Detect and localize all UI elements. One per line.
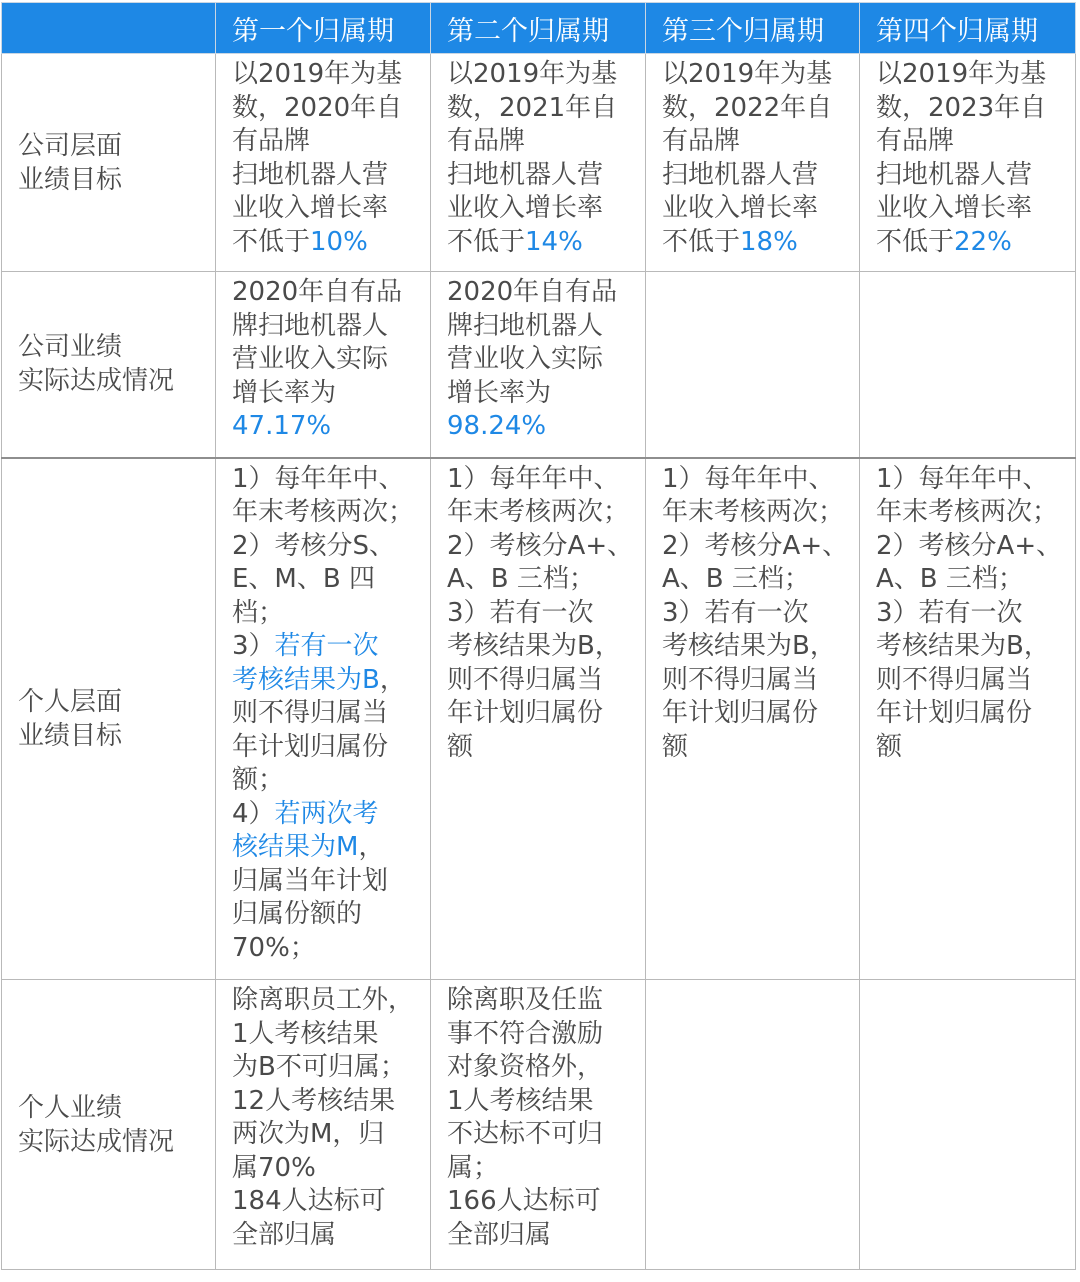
cell-text: A、B 三档；: [876, 564, 1024, 594]
cell-line: [662, 664, 853, 698]
cell-line: [876, 597, 1069, 631]
row-header-line: 业绩目标: [18, 720, 123, 751]
cell-text: 档；: [232, 597, 285, 628]
cell-text: 2020年自有品: [447, 277, 618, 307]
cell-line: [662, 192, 853, 226]
table-cell: [216, 54, 431, 272]
cell-text: 不低于: [662, 226, 741, 257]
cell-line: [447, 377, 639, 411]
highlight-text: 若两次考: [274, 798, 379, 829]
cell-text: 则不得归属当: [447, 664, 604, 695]
cell-line: [232, 92, 424, 126]
cell-text: 额: [447, 731, 474, 762]
cell-text: 有品牌: [662, 126, 741, 156]
cell-line: [662, 92, 853, 126]
cell-line: [662, 463, 853, 497]
cell-text: 1）每年年中、: [232, 463, 405, 494]
cell-text: 2）考核分A+、: [662, 530, 849, 561]
cell-text: 4）: [232, 798, 275, 829]
cell-line: [232, 530, 424, 564]
cell-line: [876, 92, 1069, 126]
cell-line: [447, 343, 639, 377]
cell-line: [447, 276, 639, 310]
cell-line: [232, 697, 424, 731]
cell-text: 增长率为: [232, 377, 337, 408]
cell-text: 全部归属: [447, 1219, 552, 1250]
cell-line: [447, 496, 639, 530]
cell-text: 扫地机器人营: [662, 159, 819, 190]
row-header-line: 公司层面: [18, 130, 123, 161]
cell-text: 有品牌: [876, 126, 955, 156]
cell-line: [876, 630, 1069, 664]
cell-text: 以2019年为基: [447, 59, 618, 89]
cell-line: [662, 496, 853, 530]
header-corner: [2, 3, 216, 54]
cell-line: [876, 226, 1069, 260]
cell-line: [447, 226, 639, 260]
header-period-3: 第三个归属期: [646, 3, 860, 54]
cell-text: 归属当年计划: [232, 865, 389, 896]
cell-text: 有品牌: [232, 126, 311, 156]
cell-line: [232, 1118, 424, 1152]
cell-line: [447, 984, 639, 1018]
table-cell: [431, 272, 646, 458]
cell-text: 不低于: [447, 226, 526, 257]
cell-line: [232, 984, 424, 1018]
cell-text: 业收入增长率: [232, 193, 389, 223]
cell-text: 不低于: [876, 226, 955, 257]
cell-line: [447, 1219, 639, 1253]
cell-line: [232, 1051, 424, 1085]
cell-line: [876, 125, 1069, 159]
cell-text: E、M、B 四: [232, 564, 375, 594]
highlight-text: 18%: [740, 226, 798, 257]
cell-line: [662, 159, 853, 193]
cell-line: [662, 58, 853, 92]
table-cell: [646, 272, 860, 458]
cell-text: 3）若有一次: [447, 597, 594, 628]
cell-text: A、B 三档；: [662, 564, 810, 594]
cell-line: [232, 1219, 424, 1253]
cell-text: 业收入增长率: [447, 193, 604, 223]
company-target-row: [2, 54, 1076, 272]
cell-line: [232, 1085, 424, 1119]
cell-text: 数，2022年自: [662, 92, 833, 123]
cell-text: 1）每年年中、: [876, 463, 1049, 494]
cell-line: [447, 1085, 639, 1119]
cell-line: [447, 697, 639, 731]
table-cell: [646, 458, 860, 980]
cell-line: [232, 563, 424, 597]
cell-line: [876, 463, 1069, 497]
table-cell: [431, 54, 646, 272]
cell-line: [447, 125, 639, 159]
cell-line: [447, 597, 639, 631]
cell-line: [447, 192, 639, 226]
cell-line: [447, 58, 639, 92]
highlight-text: 98.24%: [447, 411, 547, 441]
cell-text: 事不符合激励: [447, 1018, 604, 1049]
cell-text: 考核结果为B，: [876, 631, 1050, 661]
cell-line: [232, 125, 424, 159]
cell-text: 业收入增长率: [662, 193, 819, 223]
cell-text: 12人考核结果: [232, 1085, 396, 1116]
table-cell: [216, 272, 431, 458]
cell-line: [876, 496, 1069, 530]
cell-text: 则不得归属当: [876, 664, 1033, 695]
table-cell: [431, 458, 646, 980]
cell-line: [876, 563, 1069, 597]
cell-text: 额: [876, 731, 903, 762]
cell-line: [447, 1118, 639, 1152]
cell-text: 1）每年年中、: [447, 463, 620, 494]
table-cell: [860, 458, 1076, 980]
cell-text: 年末考核两次；: [662, 497, 845, 527]
cell-text: 额: [662, 731, 689, 762]
highlight-text: 核结果为M: [232, 832, 359, 862]
cell-text: 数，2021年自: [447, 92, 618, 123]
header-period-1: 第一个归属期: [216, 3, 431, 54]
highlight-text: 10%: [310, 226, 368, 257]
cell-line: [447, 410, 639, 444]
cell-line: [232, 226, 424, 260]
row-header-line: 实际达成情况: [18, 1126, 175, 1157]
cell-line: [876, 731, 1069, 765]
cell-text: 营业收入实际: [232, 344, 389, 374]
cell-line: [662, 530, 853, 564]
cell-text: 以2019年为基: [662, 59, 833, 89]
personal-target-row: [2, 458, 1076, 980]
cell-text: 2020年自有品: [232, 277, 403, 307]
row-header-line: 个人层面: [18, 686, 123, 717]
cell-line: [232, 731, 424, 765]
row-header: [2, 54, 216, 272]
cell-text: 除离职及任监: [447, 985, 604, 1015]
cell-line: [232, 192, 424, 226]
cell-text: 3）若有一次: [662, 597, 809, 628]
cell-line: [232, 410, 424, 444]
cell-line: [447, 731, 639, 765]
cell-line: [662, 731, 853, 765]
cell-line: [232, 159, 424, 193]
cell-text: 年末考核两次；: [876, 497, 1059, 527]
cell-line: [447, 159, 639, 193]
header-row: [2, 3, 1076, 54]
cell-line: [876, 697, 1069, 731]
cell-line: [447, 1152, 639, 1186]
cell-line: [447, 563, 639, 597]
cell-line: [232, 798, 424, 832]
cell-line: [447, 664, 639, 698]
cell-text: 年末考核两次；: [447, 497, 630, 527]
cell-text: 牌扫地机器人: [447, 310, 604, 341]
highlight-text: 14%: [525, 226, 583, 257]
cell-text: 2）考核分A+、: [447, 530, 634, 561]
cell-text: 除离职员工外，: [232, 985, 415, 1015]
cell-text: 归属份额的: [232, 899, 363, 929]
cell-text: 1人考核结果: [447, 1085, 594, 1116]
cell-text: 184人达标可: [232, 1186, 386, 1216]
cell-line: [232, 831, 424, 865]
table-cell: [216, 458, 431, 980]
highlight-text: 47.17%: [232, 411, 332, 441]
cell-line: [447, 1185, 639, 1219]
table-cell: [216, 980, 431, 1270]
cell-text: 属70%: [232, 1152, 316, 1183]
cell-line: [662, 563, 853, 597]
cell-text: 3）若有一次: [876, 597, 1023, 628]
cell-line: [447, 1051, 639, 1085]
cell-text: 考核结果为B，: [447, 631, 621, 661]
cell-line: [232, 865, 424, 899]
cell-line: [232, 664, 424, 698]
cell-text: 两次为M，归: [232, 1119, 385, 1149]
table-cell: [860, 980, 1076, 1270]
highlight-text: 若有一次: [274, 631, 379, 661]
header-period-4: 第四个归属期: [860, 3, 1076, 54]
cell-text: 2）考核分A+、: [876, 530, 1063, 561]
cell-text: 考核结果为B，: [662, 631, 836, 661]
row-header: [2, 458, 216, 980]
cell-text: 1）每年年中、: [662, 463, 835, 494]
cell-text: 数，2023年自: [876, 92, 1047, 123]
cell-line: [876, 58, 1069, 92]
cell-line: [232, 58, 424, 92]
cell-line: [662, 226, 853, 260]
cell-text: 对象资格外，: [447, 1052, 604, 1082]
personal-actual-row: [2, 980, 1076, 1270]
cell-text: 扫地机器人营: [447, 159, 604, 190]
cell-text: ，: [358, 832, 385, 862]
table-cell: [860, 54, 1076, 272]
cell-text: 增长率为: [447, 377, 552, 408]
cell-text: 业收入增长率: [876, 193, 1033, 223]
company-actual-row: [2, 272, 1076, 458]
cell-text: 年末考核两次；: [232, 497, 415, 527]
row-header-line: 个人业绩: [18, 1092, 123, 1123]
row-header: [2, 272, 216, 458]
cell-line: [232, 1152, 424, 1186]
vesting-table: [1, 2, 1076, 1270]
cell-text: 额；: [232, 765, 285, 795]
cell-text: 以2019年为基: [876, 59, 1047, 89]
cell-line: [232, 463, 424, 497]
cell-line: [662, 125, 853, 159]
cell-line: [876, 664, 1069, 698]
row-header: [2, 980, 216, 1270]
cell-text: 扫地机器人营: [232, 159, 389, 190]
cell-line: [232, 310, 424, 344]
cell-text: 数，2020年自: [232, 92, 403, 123]
cell-line: [447, 530, 639, 564]
cell-line: [876, 159, 1069, 193]
cell-line: [447, 310, 639, 344]
cell-text: 有品牌: [447, 126, 526, 156]
cell-text: 为B不可归属；: [232, 1052, 406, 1082]
cell-text: 牌扫地机器人: [232, 310, 389, 341]
cell-line: [232, 1018, 424, 1052]
cell-text: 则不得归属当: [232, 698, 389, 728]
cell-text: 70%；: [232, 932, 316, 963]
cell-text: 年计划归属份: [876, 698, 1033, 728]
cell-line: [447, 630, 639, 664]
highlight-text: 22%: [954, 226, 1012, 257]
cell-line: [447, 92, 639, 126]
cell-line: [662, 630, 853, 664]
cell-text: 扫地机器人营: [876, 159, 1033, 190]
cell-text: 不低于: [232, 226, 311, 257]
cell-line: [232, 932, 424, 966]
cell-line: [876, 530, 1069, 564]
cell-line: [662, 697, 853, 731]
cell-line: [447, 1018, 639, 1052]
cell-text: 则不得归属当: [662, 664, 819, 695]
cell-text: 以2019年为基: [232, 59, 403, 89]
highlight-text: 考核结果为B: [232, 664, 380, 695]
cell-line: [232, 276, 424, 310]
cell-line: [662, 597, 853, 631]
cell-text: 1人考核结果: [232, 1018, 379, 1049]
table-cell: [646, 54, 860, 272]
cell-line: [232, 1185, 424, 1219]
cell-line: [232, 630, 424, 664]
cell-text: 3）: [232, 631, 275, 661]
cell-line: [232, 597, 424, 631]
cell-line: [232, 343, 424, 377]
cell-text: 不达标不可归: [447, 1119, 604, 1149]
cell-text: 属；: [447, 1152, 500, 1183]
cell-text: A、B 三档；: [447, 564, 595, 594]
table-cell: [431, 980, 646, 1270]
row-header-line: 实际达成情况: [18, 366, 175, 397]
cell-text: 全部归属: [232, 1219, 337, 1250]
row-header-line: 业绩目标: [18, 164, 123, 195]
cell-line: [447, 463, 639, 497]
table-cell: [860, 272, 1076, 458]
header-period-2: 第二个归属期: [431, 3, 646, 54]
cell-text: 年计划归属份: [447, 698, 604, 728]
cell-text: 2）考核分S、: [232, 530, 396, 561]
cell-line: [232, 377, 424, 411]
cell-text: 营业收入实际: [447, 344, 604, 374]
row-header-line: 公司业绩: [18, 332, 123, 363]
cell-text: 166人达标可: [447, 1186, 601, 1216]
table-cell: [646, 980, 860, 1270]
cell-line: [232, 764, 424, 798]
cell-line: [232, 496, 424, 530]
cell-line: [232, 898, 424, 932]
cell-line: [876, 192, 1069, 226]
cell-text: 年计划归属份: [232, 731, 389, 762]
cell-text: 年计划归属份: [662, 698, 819, 728]
cell-text: ，: [379, 664, 406, 695]
